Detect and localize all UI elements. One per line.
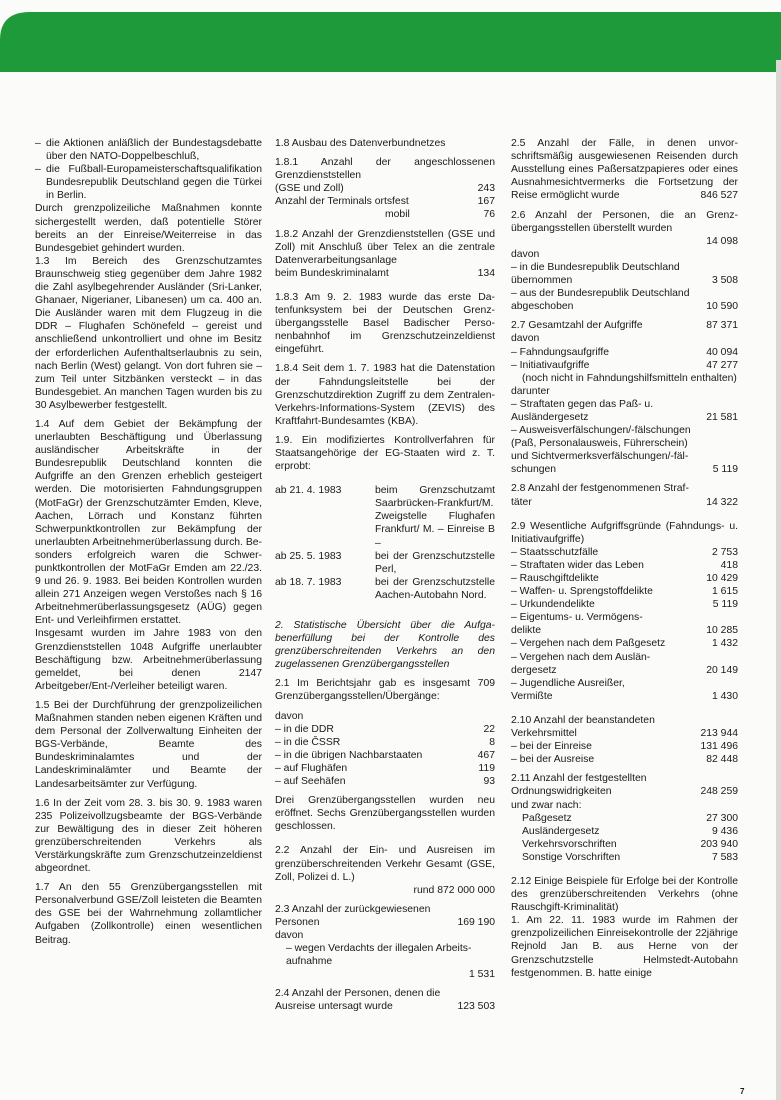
stat-row: Paßgesetz 27 300 <box>522 812 738 824</box>
paragraph-2-6: 2.6 Anzahl der Personen, die an Grenzübergangsstellen überstellt wurden <box>511 209 738 234</box>
stat-row-2-4: 2.4 Anzahl der Personen, denen die Ausreise untersagt wurde 123 503 <box>275 988 495 1013</box>
davon-label: davon <box>275 710 304 722</box>
bullet-item: – die Aktionen anläßlich der Bundestagsdebatte über den NATO-Doppelbeschluß, <box>35 138 262 163</box>
davon-label: davon <box>511 248 540 260</box>
stat-row: – auf Seehäfen 93 <box>275 776 495 788</box>
heading-2-9: 2.9 Wesentliche Aufgriffsgründe (Fahndungs- u. Initiativaufgriffe) <box>511 520 738 545</box>
darunter-label: darunter <box>511 385 550 397</box>
stat-row: – in die übrigen Nachbarstaaten 467 <box>275 749 495 761</box>
bullet-item: – wegen Verdachts der illegalen Arbeitsaufnahme <box>286 943 472 968</box>
paragraph-2-12: 2.12 Einige Beispiele für Erfolge bei der Kontrolle des grenzüberschreitenden Verkehrs (ohne Rauschgift-Kriminalität) <box>511 875 738 914</box>
paragraph-1-4: 1.4 Auf dem Gebiet der Bekämpfung der unerlaubten Beschäftigung und Überlassung ausländischer Arbeitskräfte in der Bundesrepublik Deutschland konnten die Aufgriffe an den Grenzen erheblich gesteigert werden. Die motorisierten Fahndungsgruppen (MotFaGr) der Grenzschutzämter Emden, Kleve, Aachen, Lörrach und Konstanz führten Schwerpunktkontrollen zur Bekämpfung der unerlaubten Arbeitnehmerüberlassung durch. Besonders erfolgreich waren die Schwerpunktkontrollen der MotFaGr Emden am 22./23. 9 und 26. 9. 1983. Bei beiden Kontrollen wurden allein 271 Anzeigen wegen Verstoßes nach § 16 Arbeitnehmerüberlassungsgesetz (AÜG) gegen Ent- und Verleihfirmen erstattet. <box>35 418 263 627</box>
stat-row: – in die DDR 22 <box>275 723 495 735</box>
stat-row-2-10: 2.10 Anzahl der beanstandeten Verkehrsmittel 213 944 <box>511 714 738 740</box>
green-header-banner <box>0 0 781 72</box>
bullet-text-nato: die Aktionen anläßlich der Bundestagsdebatte über den NATO-Doppelbeschluß, <box>46 138 262 163</box>
bullet-item: – die Fußball-Europameisterschaftsqualifikation Bundesrepublik Deutschland gegen die Türkei in Berlin. <box>35 164 262 202</box>
column-1 <box>35 137 262 947</box>
paragraph-1-6: 1.6 In der Zeit vom 28. 3. bis 30. 9. 1983 waren 235 Polizeivollzugsbeamte der BGS-Verbände zur Bewältigung des in dieser Zeit höheren grenzüberschreitenden Verkehrs als Verstärkungskräfte zum Grenzschutzeinzeldienst abgeordnet. <box>35 797 262 875</box>
stat-row: – in die Bundesrepublik Deutschland übernommen 3 508 <box>511 261 738 287</box>
stat-row: mobil 76 <box>385 209 495 221</box>
paragraph-1-9: 1.9. Ein modifiziertes Kontrollverfahren für Staatsangehörige der EG-Staaten wird z. T. erprobt: <box>275 434 495 473</box>
paragraph-1-5: 1.5 Bei der Durchführung der grenzpolizeilichen Maßnahmen standen neben eigenen Kräften und dem Personal der Zollverwaltung Einheiten der BGS-Verbände, Beamte des Bundeskriminalamtes und der Landeskriminalämter und Beamte der Landesarbeitsämter zur Verfügung. <box>35 699 262 790</box>
stat-row: – auf Flughäfen 119 <box>275 762 495 774</box>
paragraph-2-1: 2.1 Im Berichtsjahr gab es insgesamt 709 Grenzübergangsstellen/Übergänge: <box>275 678 495 703</box>
column-2 <box>275 137 495 1014</box>
stat-row: Anzahl der Terminals ortsfest 167 <box>275 196 495 208</box>
note-text: (noch nicht in Fahndungshilfsmitteln enthalten) <box>522 372 737 384</box>
lead-label: und zwar nach: <box>511 799 582 811</box>
stat-row-2-11: 2.11 Anzahl der festgestellten Ordnungswidrigkeiten 248 259 <box>511 773 738 798</box>
paragraph-1-3: 1.3 Im Bereich des Grenzschutzamtes Braunschweig stieg gegenüber dem Jahre 1982 die Zahl asylbegehrender Ausländer (Sri-Lanker, Ghanaer, Nigerianer, Libanesen) um ca. 400 an. Die Ausländer waren mit dem Flugzeug in die DDR – Flughafen Schönefeld – gereist und anschließend unkontrolliert und ohne im Besitz der erforderlichen Aufenthaltserlaubnis zu sein, nach Berlin (West) gelangt. Von dort fuhren sie – zum Teil unter Sitzbänken versteckt – in das Bundesgebiet. An manchen Tagen wurden bis zu 30 Asylbewerber festgestellt. <box>35 255 262 411</box>
date-entry: ab 18. 7. 1983 bei der Grenzschutzstelle Aachen-Autobahn Nord. <box>275 576 495 601</box>
stat-row: beim Bundeskriminalamt 134 <box>275 267 495 279</box>
paragraph-1-8-4: 1.8.4 Seit dem 1. 7. 1983 hat die Datenstation der Fahndungsleitstelle bei der Grenzschutzdirektion Zugriff zu dem Zentralen-Verkehrs-Informations-System (ZEVIS) des Kraftfahrt-Bundesamtes (KBA). <box>275 363 495 427</box>
paragraph-2-5: 2.5 Anzahl der Fälle, in denen unvorschriftsmäßig ausgewiesenen Reisenden durch Ausstellung eines Paßersatzpapieres oder eines Ausnahmesichtvermerks die Fortsetzung der Reise ermöglicht wurde <box>511 138 738 202</box>
stat-row: – Staatsschutzfälle 2 753 <box>511 546 738 558</box>
stat-row: – Urkundendelikte 5 119 <box>511 599 738 611</box>
heading-1-8: 1.8 Ausbau des Datenverbundnetzes <box>275 138 446 149</box>
paragraph-1-8-3: 1.8.3 Am 9. 2. 1983 wurde das erste Datenfunksystem bei der Deutschen Grenzübergangsstelle Basel Badischer Personenbahnhof im Grenzschutzeinzeldienst eingeführt. <box>275 291 495 356</box>
bullet-text-football: die Fußball-Europameisterschaftsqualifikation Bundesrepublik Deutschland gegen die Türkei in Berlin. <box>46 164 262 202</box>
paragraph-new-crossings: Drei Grenzübergangsstellen wurden neu eröffnet. Sechs Grenzübergangsstellen wurden geschlossen. <box>275 795 495 833</box>
stat-row: 846 527 <box>700 190 738 202</box>
stat-row: – Initiativaufgriffe 47 277 <box>511 359 738 371</box>
stat-row: 1 531 <box>468 969 495 981</box>
paragraph-insgesamt: Insgesamt wurden im Jahre 1983 von den Grenzdienststellen 1048 Aufgriffe unerlaubter Beschäftigung bzw. Arbeitnehmerüberlassung gemeldet, bei denen 2147 Arbeitgeber/Ent-/Verleiher beteiligt waren. <box>35 628 262 692</box>
stat-row-2-3: 2.3 Anzahl der zurückgewiesenen Personen 169 190 <box>275 903 495 928</box>
stat-row: – bei der Einreise 131 496 <box>511 741 738 753</box>
paragraph: Durch grenzpolizeiliche Maßnahmen konnte sichergestellt werden, daß potentielle Störer bereits an der Einreise/Weiterreise in das Bundesgebiet gehindert wurden. <box>35 203 262 254</box>
stat-row: Ausländergesetz 9 436 <box>522 825 738 837</box>
stat-row: – aus der Bundesrepublik Deutschland abgeschoben 10 590 <box>511 288 738 313</box>
column-3 <box>511 137 738 980</box>
stat-row-2-8: 2.8 Anzahl der festgenommenen Straftäter 14 322 <box>511 483 738 508</box>
stat-row: rund 872 000 000 <box>413 884 495 896</box>
davon-label: davon <box>275 929 304 941</box>
stat-row-2-7: 2.7 Gesamtzahl der Aufgriffe 87 371 <box>511 320 738 332</box>
heading-1-8-1: 1.8.1 Anzahl der angeschlossenen Grenzdienststellen <box>275 157 495 182</box>
paragraph-1-8-2: 1.8.2 Anzahl der Grenzdienststellen (GSE und Zoll) mit Anschluß über Telex an die zentrale Datenverarbeitungsanlage <box>275 228 495 266</box>
stat-row: – Fahndungsaufgriffe 40 094 <box>511 346 738 358</box>
paragraph-2-2: 2.2 Anzahl der Ein- und Ausreisen im grenzüberschreitenden Verkehr Gesamt (GSE, Zoll, Polizei d. L.) <box>275 845 495 883</box>
numbered-item: 1. Am 22. 11. 1983 wurde im Rahmen der grenzpolizeilichen Einreisekontrolle der 22jährige Rejnold Jan B. aus Herne von der Grenzschutzstelle Helmstedt-Autobahn festgenommen. B. hatte einige <box>511 915 738 979</box>
stat-row: – Rauschgiftdelikte 10 429 <box>511 573 738 584</box>
date-entry: ab 21. 4. 1983 beim Grenzschutzamt Saarbrücken-Frankfurt/M. Zweigstelle Flughafen Frankfurt/ M. – Einreise B – <box>275 485 495 549</box>
stat-row: Verkehrsvorschriften 203 940 <box>522 838 738 850</box>
stat-row: – in die ČSSR 8 <box>275 736 495 748</box>
paragraph-1-7: 1.7 An den 55 Grenzübergangsstellen mit Personalverbund GSE/Zoll leisteten die Beamten des GSE bei der Wahrnehmung zollamtlicher Aufgaben (Zollkontrolle) einen wesentlichen Beitrag. <box>35 882 262 946</box>
stat-row: – Straftaten gegen das Paß- u. Ausländergesetz 21 581 <box>511 398 738 423</box>
stat-row: – Ausweisverfälschungen/-fälschungen (Paß, Personalausweis, Führerschein) und Sichtvermerksverfälschungen/-fälschungen 5 119 <box>511 425 738 476</box>
stat-row: – Straftaten wider das Leben 418 <box>511 559 738 571</box>
page-edge-shadow <box>776 60 781 1100</box>
date-entry: ab 25. 5. 1983 bei der Grenzschutzstelle Perl, <box>275 550 495 575</box>
stat-row: (GSE und Zoll) 243 <box>275 183 495 195</box>
page-number: 7 <box>740 1087 745 1096</box>
stat-row: Sonstige Vorschriften 7 583 <box>522 851 738 863</box>
stat-row: – Vergehen nach dem Paßgesetz 1 432 <box>511 638 738 650</box>
stat-row: – bei der Ausreise 82 448 <box>511 754 738 766</box>
stat-row: 14 098 <box>706 235 738 247</box>
section-heading-2: 2. Statistische Übersicht über die Aufgabenerfüllung bei der Kontrolle des grenzüberschreitenden Verkehrs an den zugelassenen Grenzübergangsstellen <box>275 620 495 671</box>
davon-label: davon <box>511 333 540 345</box>
stat-row: – Jugendliche Ausreißer, Vermißte 1 430 <box>511 677 738 702</box>
stat-row: – Eigentums- u. Vermögensdelikte 10 285 <box>511 612 738 637</box>
stat-row: – Waffen- u. Sprengstoffdelikte 1 615 <box>511 586 738 598</box>
stat-row: – Vergehen nach dem Ausländergesetz 20 149 <box>511 651 738 676</box>
